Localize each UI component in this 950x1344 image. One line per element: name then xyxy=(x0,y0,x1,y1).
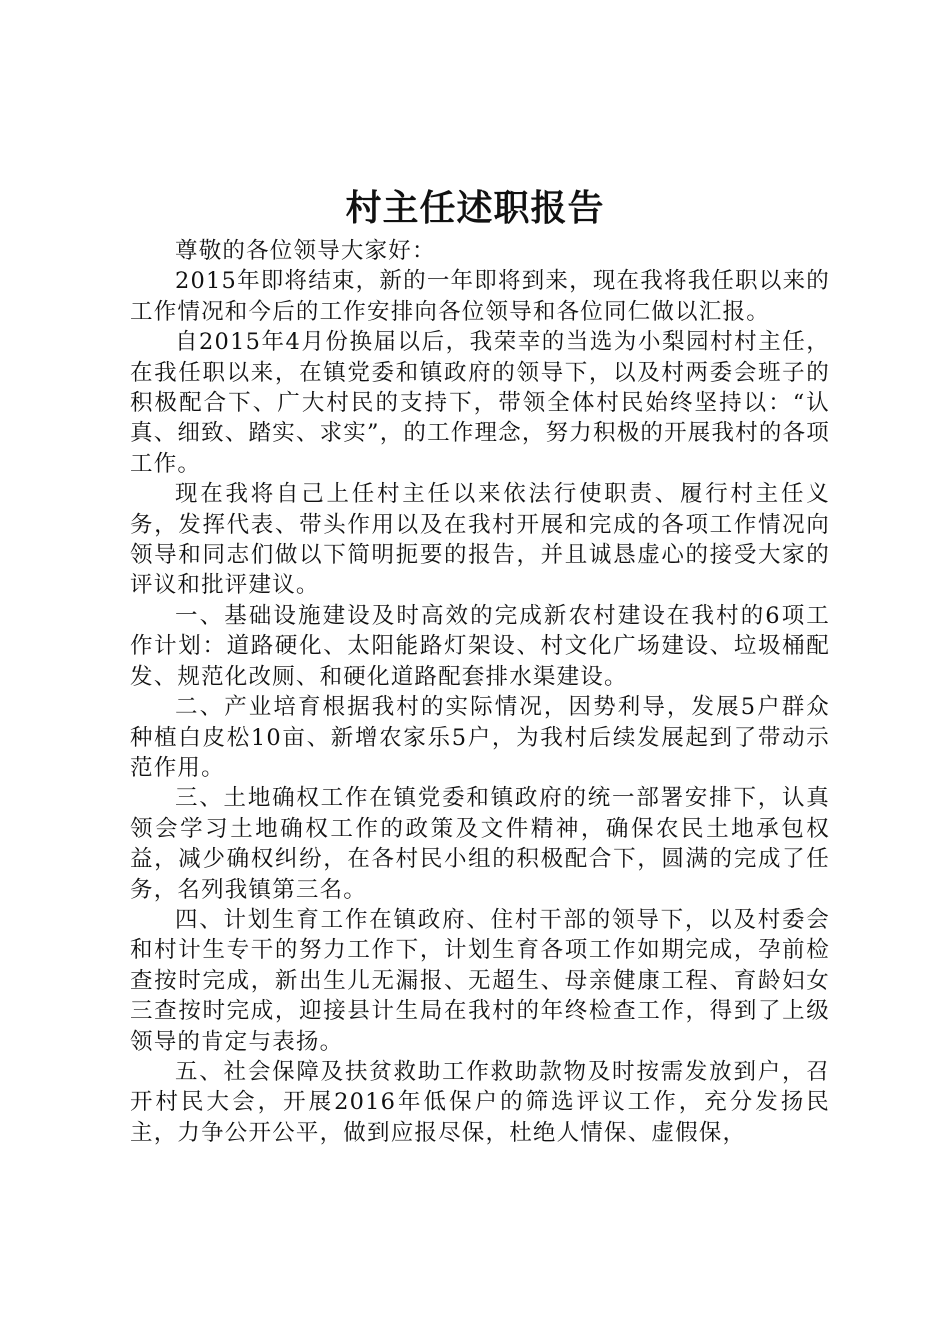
report-summary-paragraph: 现在我将自己上任村主任以来依法行使职责、履行村主任义务，发挥代表、带头作用以及在我村开展和完成的各项工作情况向领导和同志们做以下简明扼要的报告，并且诚恳虚心的接受大家的评议和批评建议。 xyxy=(130,481,830,599)
document-title: 村主任述职报告 xyxy=(345,187,605,229)
infrastructure-paragraph: 一、基础设施建设及时高效的完成新农村建设在我村的6项工作计划：道路硬化、太阳能路灯架设、村文化广场建设、垃圾桶配发、规范化改厕、和硬化道路配套排水渠建设。 xyxy=(130,602,830,690)
industry-paragraph: 二、产业培育根据我村的实际情况，因势利导，发展5户群众种植白皮松10亩、新增农家乐5户，为我村后续发展起到了带动示范作用。 xyxy=(130,694,830,781)
election-paragraph: 自2015年4月份换届以后，我荣幸的当选为小梨园村村主任，在我任职以来，在镇党委和镇政府的领导下，以及村两委会班子的积极配合下、广大村民的支持下，带领全体村民始终坚持以：“认真、细致、踏实、求实”，的工作理念，努力积极的开展我村的各项工作。 xyxy=(130,329,831,477)
document-body xyxy=(130,236,830,1148)
intro-paragraph: 2015年即将结束，新的一年即将到来，现在我将我任职以来的工作情况和今后的工作安排向各位领导和各位同仁做以汇报。 xyxy=(130,268,830,325)
land-rights-paragraph: 三、土地确权工作在镇党委和镇政府的统一部署安排下，认真领会学习土地确权工作的政策及文件精神，确保农民土地承包权益，减少确权纠纷，在各村民小组的积极配合下，圆满的完成了任务，名列我镇第三名。 xyxy=(130,785,830,903)
family-planning-paragraph: 四、计划生育工作在镇政府、住村干部的领导下，以及村委会和村计生专干的努力工作下，计划生育各项工作如期完成，孕前检查按时完成，新出生儿无漏报、无超生、母亲健康工程、育龄妇女三查按时完成，迎接县计生局在我村的年终检查工作，得到了上级领导的肯定与表扬。 xyxy=(130,906,830,1055)
greeting-paragraph: 尊敬的各位领导大家好： xyxy=(175,238,436,264)
social-security-paragraph: 五、社会保障及扶贫救助工作救助款物及时按需发放到户，召开村民大会，开展2016年低保户的筛选评议工作，充分发扬民主，力争公开公平，做到应报尽保，杜绝人情保、虚假保， xyxy=(130,1058,830,1146)
